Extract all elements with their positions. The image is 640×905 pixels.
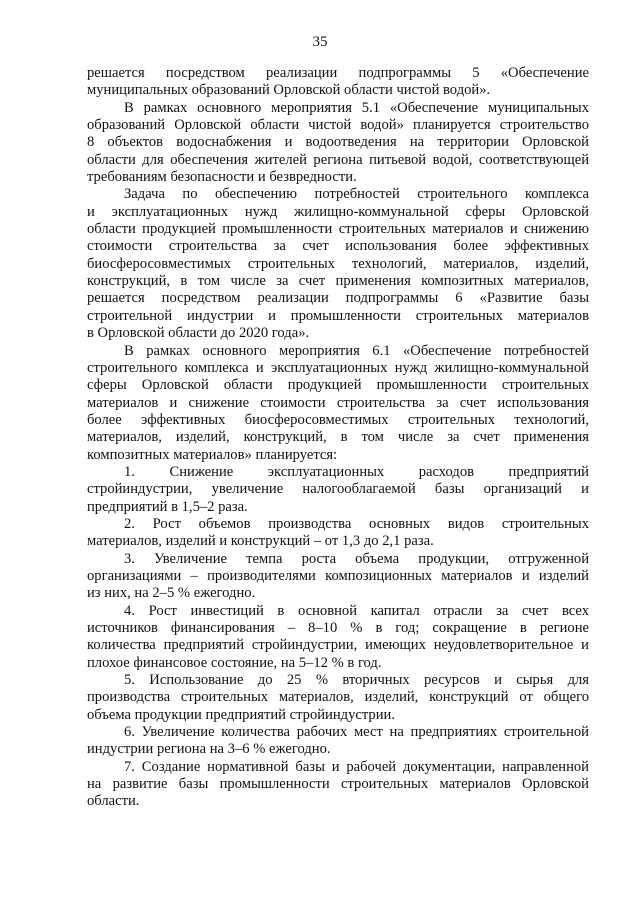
text-line: требованиям безопасности и безвредности. (87, 169, 357, 186)
text-line: 2. Рост объемов производства основных видов строительных (124, 515, 589, 532)
text-line: источников финансирования – 8–10 % в год; сокращение в регионе (87, 620, 589, 636)
text-line: 3. Увеличение темпа роста объема продукции, отгруженной (124, 550, 589, 567)
text-line: области продукцией промышленности строительных материалов и снижению (87, 221, 589, 238)
text-line: строительной индустрии и промышленности строительных материалов (87, 307, 589, 324)
text-line: 8 объектов водоснабжения и водоотведения на территории Орловской (87, 134, 589, 151)
text-line: 7. Создание нормативной базы и рабочей документации, направленной (124, 758, 589, 775)
text-line: количества предприятий стройиндустрии, имеющих неудовлетворительное и (87, 637, 589, 654)
text-line: материалов, изделий и конструкций – от 1,3 до 2,1 раза. (87, 533, 434, 550)
document-body (87, 65, 589, 811)
text-line: муниципальных образований Орловской области чистой водой». (87, 82, 491, 99)
text-line: и эксплуатационных нужд жилищно-коммунальной сферы Орловской (87, 203, 589, 220)
text-line: плохое финансовое состояние, на 5–12 % в год. (87, 654, 382, 671)
text-line: строительного комплекса и эксплуатационных нужд жилищно-коммунальной (87, 359, 589, 376)
text-line: 6. Увеличение количества рабочих мест на предприятиях строительной (124, 724, 589, 741)
text-line: стоимости строительства за счет использования более эффективных (87, 238, 589, 255)
text-line: Задача по обеспечению потребностей строительного комплекса (124, 186, 589, 203)
text-line: конструкций, в том числе за счет применения композитных материалов, (87, 273, 589, 290)
text-line: В рамках основного мероприятия 6.1 «Обеспечение потребностей (124, 342, 589, 359)
text-line: организациями – производителями композиционных материалов и изделий (87, 567, 589, 584)
text-line: решается посредством реализации подпрограммы 5 «Обеспечение (87, 65, 589, 81)
text-line: области. (87, 793, 140, 810)
text-line: стройиндустрии, увеличение налогооблагаемой базы организаций и (87, 481, 589, 498)
text-line: области для обеспечения жителей региона питьевой водой, соответствующей (87, 151, 589, 168)
text-line: композитных материалов» планируется: (87, 446, 338, 463)
text-line: из них, на 2–5 % ежегодно. (87, 585, 256, 602)
text-line: материалов и снижение стоимости строительства за счет использования (87, 394, 589, 411)
text-line: сферы Орловской области продукцией промышленности строительных (87, 377, 589, 394)
text-line: более эффективных биосферосовместимых строительных технологий, (87, 411, 589, 428)
text-line: В рамках основного мероприятия 5.1 «Обеспечение муниципальных (124, 99, 589, 116)
text-line: 5. Использование до 25 % вторичных ресурсов и сырья для (124, 672, 589, 689)
text-line: объема продукции предприятий стройиндустрии. (87, 706, 395, 723)
text-line: производства строительных материалов, изделий, конструкций от общего (87, 689, 589, 706)
text-line: образований Орловской области чистой водой» планируется строительство (87, 117, 589, 134)
text-line: 4. Рост инвестиций в основной капитал отрасли за счет всех (124, 602, 589, 619)
text-line: 1. Снижение эксплуатационных расходов предприятий (124, 463, 589, 480)
text-line: предприятий в 1,5–2 раза. (87, 498, 248, 515)
text-line: решается посредством реализации подпрограммы 6 «Развитие базы (87, 290, 589, 307)
page-number: 35 (312, 34, 328, 50)
text-line: в Орловской области до 2020 года». (87, 325, 310, 342)
text-line: на развитие базы промышленности строительных материалов Орловской (87, 776, 589, 793)
text-line: индустрии региона на 3–6 % ежегодно. (87, 741, 331, 758)
text-line: биосферосовместимых строительных технологий, материалов, изделий, (87, 255, 589, 272)
text-line: материалов, изделий, конструкций, в том числе за счет применения (87, 429, 589, 446)
